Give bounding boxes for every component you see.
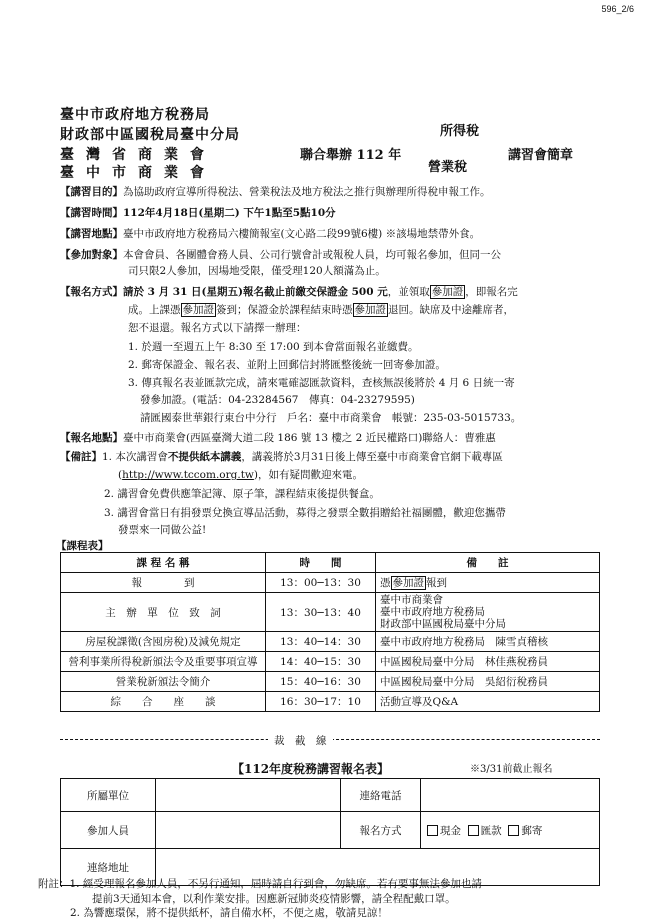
page-id: 596_2/6 bbox=[601, 4, 634, 14]
note-line: 財政部中區國稅局臺中分局 bbox=[380, 618, 506, 630]
course-name: 主 辦 單 位 致 詞 bbox=[61, 593, 266, 632]
course-name: 營利事業所得稅新頒法令及重要事項宣導 bbox=[61, 652, 266, 672]
method-label: 報名方式 bbox=[341, 812, 421, 849]
pass-box: 參加證 bbox=[431, 286, 464, 298]
method-options bbox=[421, 812, 600, 849]
purpose-text: 為協助政府宣導所得稅法、營業稅法及地方稅法之推行與辦理所得稅申報工作。 bbox=[123, 186, 491, 198]
method-option-3: 3. 傳真報名表並匯款完成，請來電確認匯款資料，查核無誤後將於 4 月 6 日統一寄 bbox=[128, 377, 515, 389]
target-text-1: 本會會員、各團體會務人員、公司行號會計或報稅人員，均可報名參加，但同一公 bbox=[123, 249, 501, 261]
time-tag: 【講習時間】 bbox=[60, 207, 123, 219]
note-1b: 提前3天通知本會，以利作業安排。因應新冠肺炎疫情影響，請全程配戴口罩。 bbox=[92, 893, 456, 905]
course-time: 15：40─16：30 bbox=[266, 672, 376, 692]
cash-label: 現金 bbox=[440, 824, 461, 837]
table-row bbox=[61, 652, 600, 672]
remark-section bbox=[60, 449, 503, 465]
table-row bbox=[61, 692, 600, 712]
course-time: 16：30─17：10 bbox=[266, 692, 376, 712]
organizer-4: 臺中市商業會 bbox=[60, 165, 216, 181]
course-time: 13：30─13：40 bbox=[266, 593, 376, 632]
attendee-label: 參加人員 bbox=[61, 812, 156, 849]
subject-income-tax: 所得稅 bbox=[440, 124, 480, 139]
remark-tag: 【備註】 bbox=[60, 451, 102, 463]
place-section bbox=[60, 226, 480, 242]
table-row bbox=[61, 672, 600, 692]
method-text-2c: 退回。缺席及中途離席者， bbox=[388, 304, 514, 316]
website-link[interactable]: http://www.tccom.org.tw bbox=[122, 469, 254, 481]
cash-checkbox[interactable] bbox=[427, 825, 438, 836]
course-name: 營業稅新頒法令簡介 bbox=[61, 672, 266, 692]
attendee-field[interactable] bbox=[156, 812, 341, 849]
remark-3b: 發票來一同做公益! bbox=[118, 524, 207, 536]
note-line: 臺中市商業會 bbox=[380, 594, 443, 606]
reg-place-section bbox=[60, 430, 496, 446]
bank-info: 請匯國泰世華銀行東台中分行 戶名：臺中市商業會 帳號：235-03-5015733。 bbox=[140, 412, 522, 424]
remark-2: 2. 講習會免費供應筆記簿、原子筆，課程結束後提供餐盒。 bbox=[104, 488, 380, 500]
mail-label: 郵寄 bbox=[521, 824, 543, 837]
course-name: 房屋稅課徵(含囤房稅)及減免規定 bbox=[61, 632, 266, 652]
transfer-checkbox[interactable] bbox=[468, 825, 479, 836]
form-deadline: ※3/31前截止報名 bbox=[470, 764, 553, 775]
course-note: 臺中市政府地方稅務局 陳雪貞稽核 bbox=[376, 632, 600, 652]
schedule-tag: 【課程表】 bbox=[56, 540, 109, 552]
joint-host-label: 聯合舉辦 112 年 bbox=[300, 148, 402, 163]
transfer-label: 匯款 bbox=[480, 824, 502, 837]
reg-place-tag: 【報名地點】 bbox=[60, 432, 123, 444]
form-title: 【112年度稅務講習報名表】 bbox=[232, 762, 390, 776]
organizer-1: 臺中市政府地方稅務局 bbox=[60, 107, 210, 123]
method-text-1c: ，即報名完 bbox=[465, 286, 518, 298]
table-row bbox=[61, 593, 600, 632]
document-type: 講習會簡章 bbox=[508, 148, 574, 163]
method-text-2b: 簽到；保證金於課程結束時憑 bbox=[216, 304, 353, 316]
unit-label: 所屬單位 bbox=[61, 779, 156, 812]
unit-field[interactable] bbox=[156, 779, 341, 812]
remark-1a: 1. 本次講習會 bbox=[102, 451, 168, 463]
note-post: 報到 bbox=[426, 577, 447, 589]
mail-checkbox[interactable] bbox=[508, 825, 519, 836]
method-text-1b: ，並領取 bbox=[387, 286, 430, 298]
table-row bbox=[61, 573, 600, 593]
purpose-section bbox=[60, 184, 491, 200]
place-text: 臺中市政府地方稅務局六樓簡報室(文心路二段99號6樓) ※該場地禁帶外食。 bbox=[123, 228, 481, 240]
place-tag: 【講習地點】 bbox=[60, 228, 123, 240]
method-tag: 【報名方式】 bbox=[60, 286, 123, 298]
note-line-1 bbox=[38, 876, 482, 891]
form-row bbox=[61, 779, 600, 812]
purpose-tag: 【講習目的】 bbox=[60, 186, 123, 198]
course-note bbox=[376, 573, 600, 593]
target-section bbox=[60, 247, 501, 263]
course-note: 中區國稅局臺中分局 林佳燕稅務員 bbox=[376, 652, 600, 672]
schedule-header-course: 課 程 名 稱 bbox=[61, 553, 266, 573]
remark-1d-post: )，如有疑問歡迎來電。 bbox=[253, 469, 364, 481]
target-text-2: 司只限2人參加，因場地受限，僅受理120人額滿為止。 bbox=[128, 265, 386, 277]
target-tag: 【參加對象】 bbox=[60, 249, 123, 261]
course-time: 13：00─13：30 bbox=[266, 573, 376, 593]
phone-label: 連絡電話 bbox=[341, 779, 421, 812]
reg-place-text: 臺中市商業會(西區臺灣大道二段 186 號 13 樓之 2 近民權路口)聯絡人：曹雅惠 bbox=[123, 432, 496, 444]
note-2: 2. 為響應環保，將不提供紙杯，請自備水杯，不便之處，敬請見諒！ bbox=[70, 907, 388, 919]
table-row bbox=[61, 632, 600, 652]
registration-form bbox=[60, 778, 600, 886]
method-option-1: 1. 於週一至週五上午 8:30 至 17:00 到本會當面報名並繳費。 bbox=[128, 341, 419, 353]
organizer-2: 財政部中區國稅局臺中分局 bbox=[60, 127, 240, 143]
method-section bbox=[60, 284, 518, 300]
course-note bbox=[376, 593, 600, 632]
remark-1c: ，講義將於3月31日後上傳至臺中市商業會官網下載專區 bbox=[241, 451, 503, 463]
remark-3a: 3. 講習會當日有捐發票兌換宣導品活動，募得之發票全數捐贈給社福團體，歡迎您攜帶 bbox=[104, 507, 506, 519]
schedule-header-note: 備 註 bbox=[376, 553, 600, 573]
cut-line-label: 裁 截 線 bbox=[268, 733, 333, 748]
course-time: 14：40─15：30 bbox=[266, 652, 376, 672]
method-text-3: 恕不退還。報名方式以下請擇一辦理： bbox=[128, 322, 307, 334]
note-line: 臺中市政府地方稅務局 bbox=[380, 606, 485, 618]
course-note: 中區國稅局臺中分局 吳紹衍稅務員 bbox=[376, 672, 600, 692]
method-deadline: 請於 3 月 31 日(星期五)報名截止前繳交保證金 500 元 bbox=[123, 286, 388, 298]
schedule-header-time: 時 間 bbox=[266, 553, 376, 573]
schedule-header-row bbox=[61, 553, 600, 573]
course-name: 報 到 bbox=[61, 573, 266, 593]
pass-box-4: 參加證 bbox=[392, 577, 424, 589]
phone-field[interactable] bbox=[421, 779, 600, 812]
remark-1d bbox=[118, 467, 363, 483]
course-time: 13：40─14：30 bbox=[266, 632, 376, 652]
pass-box-3: 參加證 bbox=[354, 304, 386, 316]
method-option-3-contact: 發參加證。(電話：04-23284567 傳真：04-23279595) bbox=[140, 394, 415, 406]
address-label: 連絡地址 bbox=[61, 849, 156, 886]
schedule-table bbox=[60, 552, 600, 712]
note-pre: 憑 bbox=[380, 577, 391, 589]
time-section bbox=[60, 205, 336, 221]
course-name: 綜 合 座 談 bbox=[61, 692, 266, 712]
notes-label: 附註： bbox=[38, 878, 70, 890]
organizer-3: 臺灣省商業會 bbox=[60, 147, 216, 163]
note-1a: 1. 經受理報名參加人員，不另行通知，屆時請自行到會，勿缺席。若有要事無法參加也請 bbox=[69, 878, 482, 890]
time-text: 112年4月18日(星期二) 下午1點至5點10分 bbox=[123, 207, 336, 219]
remark-1b: 不提供紙本講義 bbox=[167, 451, 242, 463]
method-text-2a: 成。上課憑 bbox=[128, 304, 181, 316]
method-option-2: 2. 郵寄保證金、報名表、並附上回郵信封將匯整後統一回寄參加證。 bbox=[128, 359, 446, 371]
form-row bbox=[61, 812, 600, 849]
pass-box-2: 參加證 bbox=[182, 304, 214, 316]
course-note: 活動宣導及Q&A bbox=[376, 692, 600, 712]
method-line-2 bbox=[128, 302, 514, 318]
subject-business-tax: 營業稅 bbox=[428, 160, 468, 175]
remark-1d-pre: ( bbox=[118, 469, 123, 481]
